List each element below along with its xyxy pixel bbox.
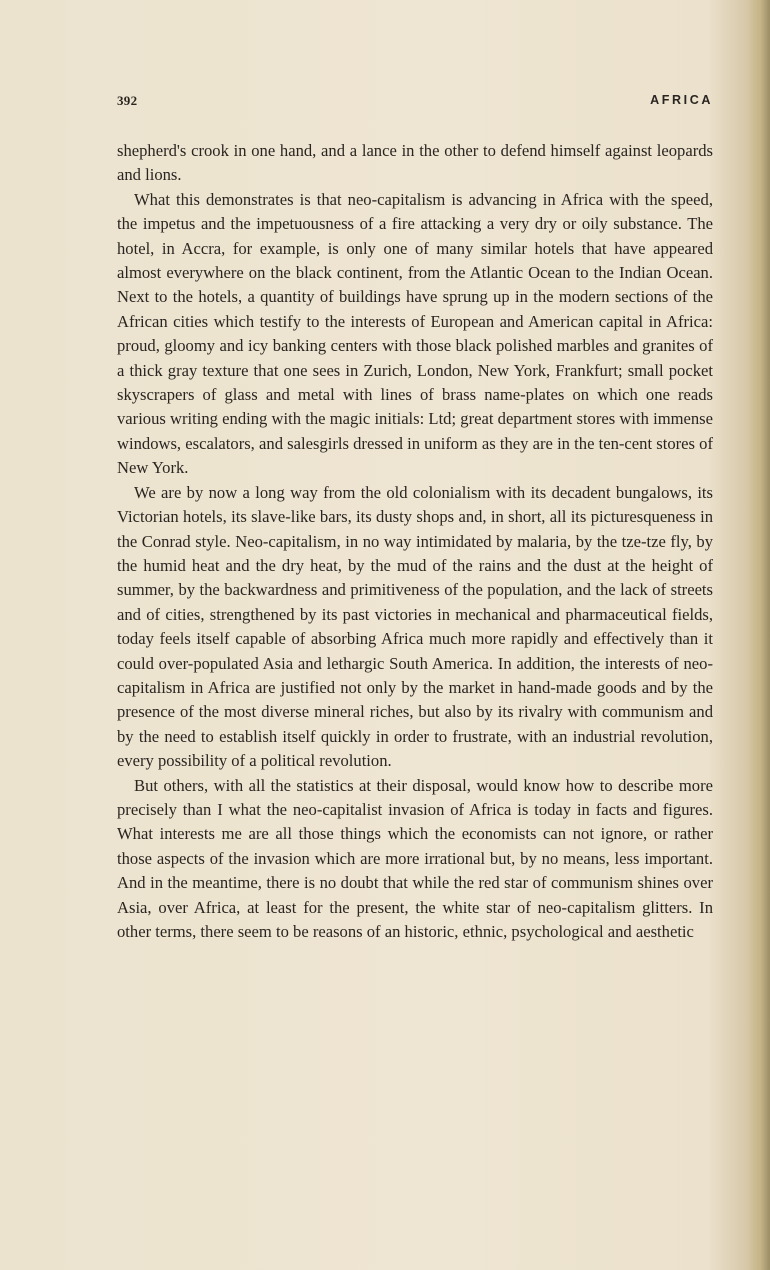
body-text: [117, 139, 713, 944]
running-head: AFRICA: [650, 93, 713, 107]
paragraph-4: But others, with all the statistics at their disposal, would know how to describe more precisely than I what the neo-capitalist invasion of Africa is today in facts and figures. What interests me are all those things which the economists can not ignore, or rather those aspects of the invasion which are more irrational but, by no means, less important. And in the meantime, there is no doubt that while the red star of communism shines over Asia, over Africa, at least for the present, the white star of neo-capitalism glitters. In other terms, there seem to be reasons of an historic, ethnic, psychological and aesthetic: [117, 775, 713, 941]
page-number: 392: [117, 93, 138, 108]
paragraph-2: What this demonstrates is that neo-capitalism is advancing in Africa with the speed, the impetus and the impetuousness of a fire attacking a very dry or oily substance. The hotel, in Accra, for example, is only one of many similar hotels that have appeared almost everywhere on the black continent, from the Atlantic Ocean to the Indian Ocean. Next to the hotels, a quantity of buildings have sprung up in the modern sections of the African cities which testify to the interests of European and American capital in Africa: proud, gloomy and icy banking centers with those black polished marbles and granites of a thick gray texture that one sees in Zurich, London, New York, Frankfurt; small pocket skyscrapers of glass and metal with lines of brass name-plates on which one reads various writing ending with the magic initials: Ltd; great department stores with immense windows, escalators, and salesgirls dressed in uniform as they are in the ten-cent stores of New York.: [117, 189, 713, 478]
paragraph-3: We are by now a long way from the old colonialism with its decadent bungalows, its Victorian hotels, its slave-like bars, its dusty shops and, in short, all its picturesqueness in the Conrad style. Neo-capitalism, in no way intimidated by malaria, by the tze-tze fly, by the humid heat and the dry heat, by the mud of the rains and the dust at the height of summer, by the backwardness and primitiveness of the population, and the lack of streets and of cities, strengthened by its past victories in mechanical and pharmaceutical fields, today feels itself capable of absorbing Africa much more rapidly and effectively than it could over-populated Asia and lethargic South America. In addition, the interests of neo-capitalism in Africa are justified not only by the market in hand-made goods and by the presence of the most diverse mineral riches, but also by its rivalry with communism and by the need to establish itself quickly in order to frustrate, with an industrial revolution, every possibility of a political revolution.: [117, 482, 713, 771]
paragraph-1: shepherd's crook in one hand, and a lance in the other to defend himself against leopards and lions.: [117, 141, 713, 185]
page-header: [117, 93, 713, 113]
page-edge-shadow: [748, 0, 770, 1270]
